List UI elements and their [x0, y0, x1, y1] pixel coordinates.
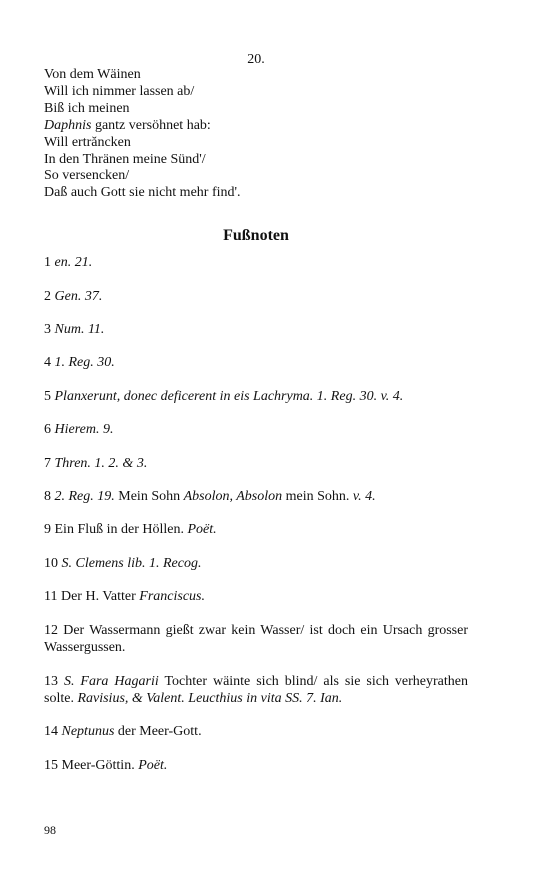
- stanza-line: Will ich nimmer lassen ab/: [44, 83, 195, 99]
- footnotes-heading: Fußnoten: [223, 227, 289, 244]
- footnote-4: 4 1. Reg. 30.: [44, 355, 115, 370]
- stanza-line: Daphnis gantz versöhnet hab:: [44, 117, 211, 133]
- footnote-14: 14 Neptunus der Meer-Gott.: [44, 724, 202, 739]
- daphnis-name: Daphnis: [44, 117, 92, 133]
- footnote-11: 11 Der H. Vatter Franciscus.: [44, 589, 205, 604]
- stanza-line: Biß ich meinen: [44, 100, 130, 116]
- stanza-line: In den Thränen meine Sünd'/: [44, 151, 206, 167]
- footnote-15: 15 Meer-Göttin. Poët.: [44, 758, 168, 773]
- footnote-2: 2 Gen. 37.: [44, 289, 103, 304]
- stanza-number: 20.: [247, 52, 265, 67]
- footnote-8: 8 2. Reg. 19. Mein Sohn Absolon, Absolon mein Sohn. v. 4.: [44, 489, 376, 504]
- stanza: [44, 67, 241, 202]
- stanza-line: Daß auch Gott sie nicht mehr find'.: [44, 185, 241, 201]
- stanza-line: Will ertrăncken: [44, 134, 131, 150]
- footnote-6: 6 Hierem. 9.: [44, 422, 114, 437]
- footnote-5: 5 Planxerunt, donec deficerent in eis Lachryma. 1. Reg. 30. v. 4.: [44, 389, 404, 404]
- stanza-line: Von dem Wäinen: [44, 67, 141, 82]
- footnote-1: 1 en. 21.: [44, 255, 93, 270]
- footnote-9: 9 Ein Fluß in der Höllen. Poët.: [44, 522, 217, 537]
- footnote-10: 10 S. Clemens lib. 1. Recog.: [44, 556, 202, 571]
- footnote-12: 12 Der Wassermann gießt zwar kein Wasser/ ist doch ein Ursach grosser Wassergussen.: [44, 623, 469, 655]
- footnote-3: 3 Num. 11.: [44, 322, 105, 337]
- footnote-13: 13 S. Fara Hagarii Tochter wäinte sich blind/ als sie sich verheyrathen solte. Ravisius, & Valent. Leucthius in vita SS. 7. Ian.: [44, 674, 468, 706]
- page-number: 98: [44, 823, 56, 837]
- footnote-7: 7 Thren. 1. 2. & 3.: [44, 456, 148, 471]
- stanza-line: So versencken/: [44, 168, 130, 184]
